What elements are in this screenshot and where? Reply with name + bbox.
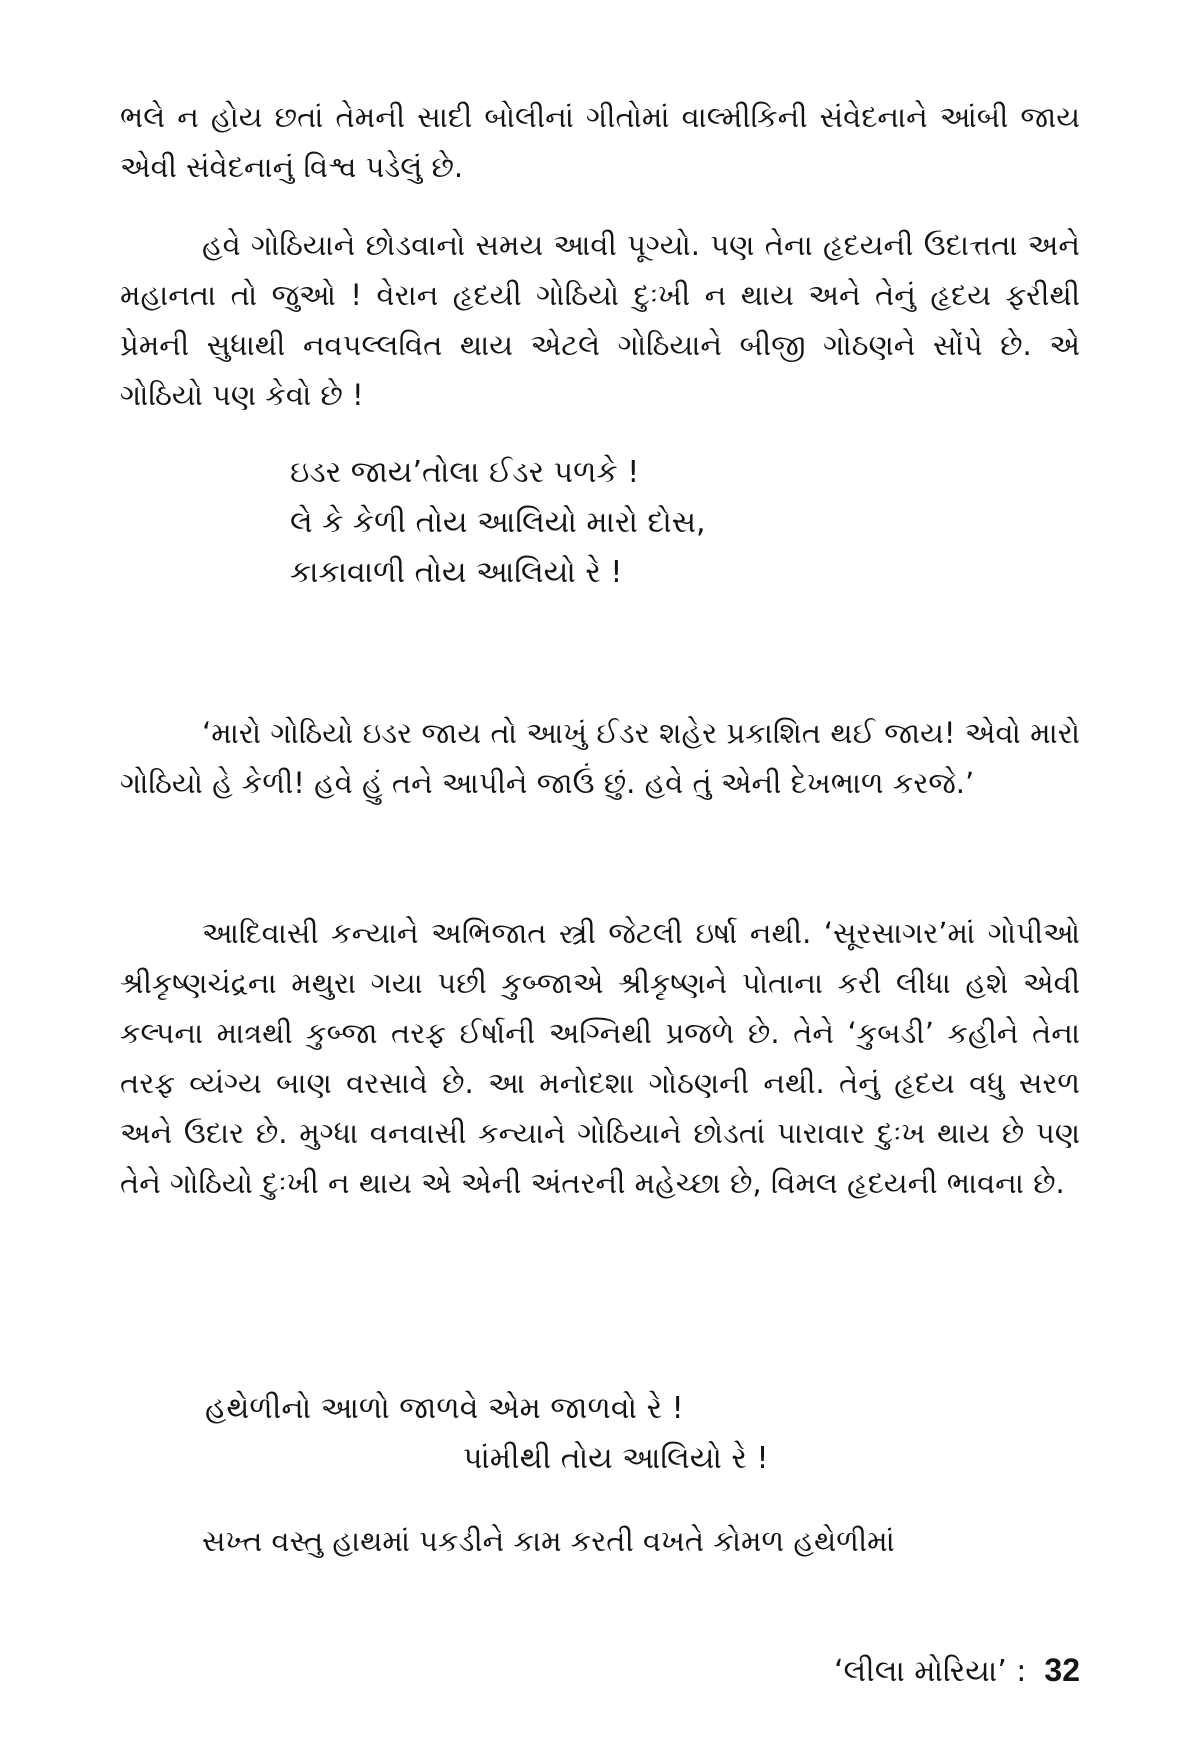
paragraph-1: ભલે ન હોય છતાં તેમની સાદી બોલીનાં ગીતોમાં વાલ્મીકિની સંવેદનાને આંબી જાય એવી સંવેદનાનું વિશ્વ પડેલું છે. <box>120 100 1080 184</box>
paragraph-3: ‘મારો ગોઠિયો ઇડર જાય તો આખું ઈડર શહેર પ્રકાશિત થઈ જાય! એવો મારો ગોઠિયો હે કેળી! હવે હું તને આપીને જાઉં છું. હવે તું એની દેખભાળ કરજે.’ <box>120 716 1080 800</box>
verse-stanza-1 <box>290 448 706 598</box>
verse-line: લે કે કેળી તોય આલિયો મારો દોસ, <box>290 505 706 540</box>
page-footer <box>834 1648 1080 1694</box>
verse-line: ઇડર જાય’તોલા ઈડર પળકે ! <box>290 455 640 490</box>
verse-stanza-2 <box>205 1384 769 1484</box>
page-number: 32 <box>1044 1652 1080 1688</box>
paragraph-2: હવે ગોઠિયાને છોડવાનો સમય આવી પૂગ્યો. પણ તેના હૃદયની ઉદાત્તતા અને મહાનતા તો જુઓ ! વેરાન હૃદયી ગોઠિયો દુઃખી ન થાય અને તેનું હૃદય ફરીથી પ્રેમની સુધાથી નવપલ્લવિત થાય એટલે ગોઠિયાને બીજી ગોઠણને સોંપે છે. એ ગોઠિયો પણ કેવો છે ! <box>120 228 1080 412</box>
verse-line: હથેળીનો આળો જાળવે એમ જાળવો રે ! <box>205 1391 684 1426</box>
book-title: ‘લીલા મોરિયા’ : <box>833 1654 1027 1689</box>
paragraph-4: આદિવાસી કન્યાને અભિજાત સ્ત્રી જેટલી ઇર્ષા નથી. ‘સૂરસાગર’માં ગોપીઓ શ્રીકૃષ્ણચંદ્રના મથુરા ગયા પછી કુબ્જાએ શ્રીકૃષ્ણને પોતાના કરી લીધા હશે એવી કલ્પના માત્રથી કુબ્જા તરફ ઈર્ષાની અગ્નિથી પ્રજળે છે. તેને ‘કુબડી’ કહીને તેના તરફ વ્યંગ્ય બાણ વરસાવે છે. આ મનોદશા ગોઠણની નથી. તેનું હૃદય વધુ સરળ અને ઉદાર છે. મુગ્ધા વનવાસી કન્યાને ગોઠિયાને છોડતાં પારાવાર દુઃખ થાય છે પણ તેને ગોઠિયો દુઃખી ન થાય એ એની અંતરની મહેચ્છા છે, વિમલ હૃદયની ભાવના છે. <box>120 916 1080 1200</box>
verse-line: પાંમીથી તોય આલિયો રે ! <box>463 1441 769 1476</box>
paragraph-5: સખ્ત વસ્તુ હાથમાં પકડીને કામ કરતી વખતે કોમળ હથેળીમાં <box>202 1524 895 1558</box>
verse-line: કાકાવાળી તોય આલિયો રે ! <box>290 555 623 590</box>
